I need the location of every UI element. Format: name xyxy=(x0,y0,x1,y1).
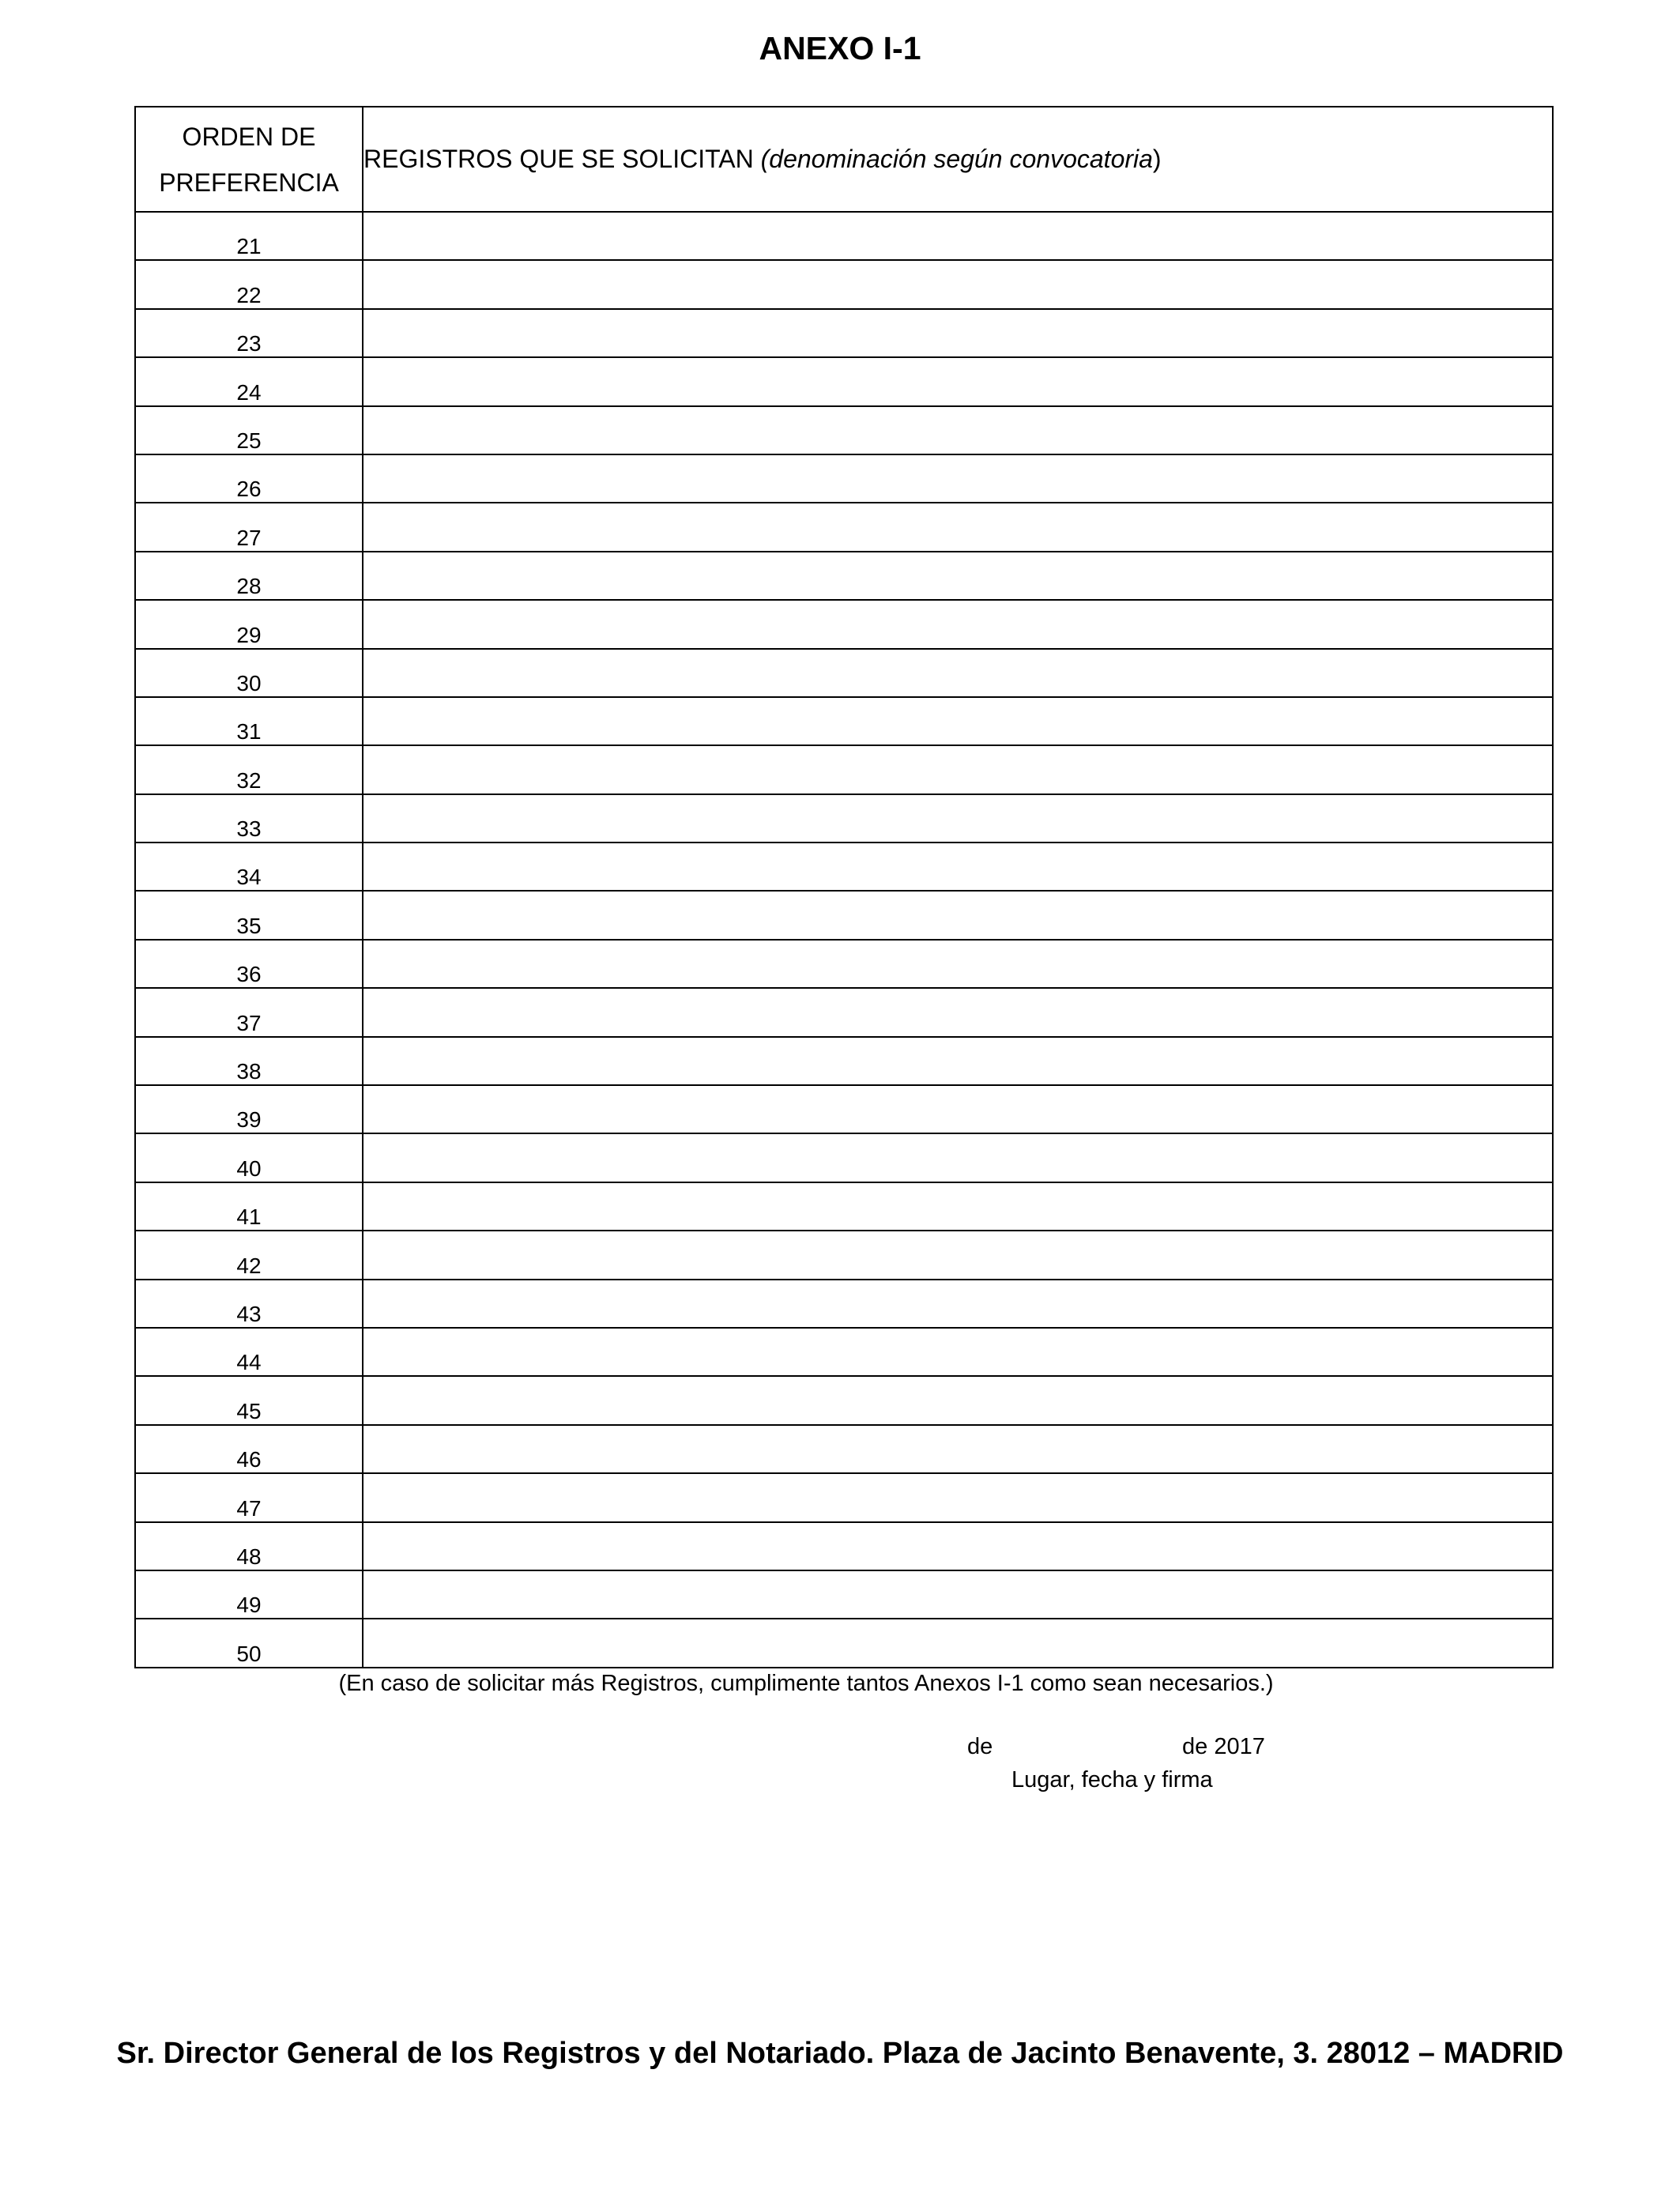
row-order-number: 38 xyxy=(135,1037,363,1085)
table-row xyxy=(135,1619,1553,1667)
table-row xyxy=(135,454,1553,503)
header-orden-line2: PREFERENCIA xyxy=(159,168,339,197)
table-row xyxy=(135,1037,1553,1085)
table-body xyxy=(135,212,1553,1668)
row-order-number: 50 xyxy=(135,1619,363,1667)
table-row xyxy=(135,843,1553,891)
row-registro-field[interactable] xyxy=(363,1376,1553,1424)
row-order-number: 30 xyxy=(135,649,363,697)
row-registro-field[interactable] xyxy=(363,649,1553,697)
row-registro-field[interactable] xyxy=(363,406,1553,454)
table-row xyxy=(135,503,1553,551)
row-order-number: 29 xyxy=(135,600,363,648)
table-row xyxy=(135,1473,1553,1521)
table-row xyxy=(135,1280,1553,1328)
row-registro-field[interactable] xyxy=(363,503,1553,551)
table-header-row xyxy=(135,107,1553,212)
header-orden-line1: ORDEN DE xyxy=(182,122,316,151)
header-orden-preferencia xyxy=(135,107,363,212)
row-registro-field[interactable] xyxy=(363,1280,1553,1328)
table-row xyxy=(135,552,1553,600)
row-order-number: 27 xyxy=(135,503,363,551)
table-row xyxy=(135,1231,1553,1279)
table-row xyxy=(135,940,1553,988)
table-row xyxy=(135,649,1553,697)
row-order-number: 45 xyxy=(135,1376,363,1424)
header-registros xyxy=(363,107,1553,212)
row-order-number: 37 xyxy=(135,988,363,1036)
row-registro-field[interactable] xyxy=(363,1570,1553,1619)
row-order-number: 35 xyxy=(135,891,363,939)
row-registro-field[interactable] xyxy=(363,1037,1553,1085)
row-registro-field[interactable] xyxy=(363,1231,1553,1279)
row-order-number: 46 xyxy=(135,1425,363,1473)
row-registro-field[interactable] xyxy=(363,891,1553,939)
table-row xyxy=(135,600,1553,648)
row-order-number: 31 xyxy=(135,697,363,745)
row-order-number: 33 xyxy=(135,794,363,843)
table-row xyxy=(135,406,1553,454)
row-order-number: 36 xyxy=(135,940,363,988)
table-row xyxy=(135,794,1553,843)
table-row xyxy=(135,1085,1553,1133)
row-registro-field[interactable] xyxy=(363,843,1553,891)
row-order-number: 32 xyxy=(135,745,363,794)
table-row xyxy=(135,1376,1553,1424)
row-registro-field[interactable] xyxy=(363,697,1553,745)
row-order-number: 39 xyxy=(135,1085,363,1133)
signature-label: Lugar, fecha y firma xyxy=(1011,1767,1213,1793)
row-order-number: 21 xyxy=(135,212,363,260)
table-row xyxy=(135,260,1553,308)
table-row xyxy=(135,309,1553,357)
row-order-number: 26 xyxy=(135,454,363,503)
row-registro-field[interactable] xyxy=(363,357,1553,405)
row-registro-field[interactable] xyxy=(363,260,1553,308)
row-registro-field[interactable] xyxy=(363,745,1553,794)
row-order-number: 24 xyxy=(135,357,363,405)
row-order-number: 22 xyxy=(135,260,363,308)
table-row xyxy=(135,988,1553,1036)
footer-address: Sr. Director General de los Registros y del Notariado. Plaza de Jacinto Benavente, 3. 28012 – MADRID xyxy=(116,2037,1564,2070)
note-text: (En caso de solicitar más Registros, cumplimente tantos Anexos I-1 como sean necesarios.) xyxy=(338,1671,1274,1696)
row-order-number: 47 xyxy=(135,1473,363,1521)
row-registro-field[interactable] xyxy=(363,600,1553,648)
row-registro-field[interactable] xyxy=(363,1522,1553,1570)
row-order-number: 44 xyxy=(135,1328,363,1376)
row-registro-field[interactable] xyxy=(363,212,1553,260)
row-registro-field[interactable] xyxy=(363,988,1553,1036)
date-de-label: de xyxy=(967,1734,993,1759)
row-order-number: 28 xyxy=(135,552,363,600)
table-row xyxy=(135,891,1553,939)
header-registros-text: REGISTROS QUE SE SOLICITAN xyxy=(363,145,754,173)
row-registro-field[interactable] xyxy=(363,454,1553,503)
row-registro-field[interactable] xyxy=(363,309,1553,357)
table-row xyxy=(135,1133,1553,1182)
row-order-number: 43 xyxy=(135,1280,363,1328)
row-order-number: 34 xyxy=(135,843,363,891)
row-registro-field[interactable] xyxy=(363,1619,1553,1667)
row-order-number: 41 xyxy=(135,1182,363,1231)
row-registro-field[interactable] xyxy=(363,1473,1553,1521)
table-row xyxy=(135,697,1553,745)
row-order-number: 48 xyxy=(135,1522,363,1570)
table-row xyxy=(135,1328,1553,1376)
row-registro-field[interactable] xyxy=(363,552,1553,600)
row-registro-field[interactable] xyxy=(363,1328,1553,1376)
row-registro-field[interactable] xyxy=(363,1425,1553,1473)
table-row xyxy=(135,1522,1553,1570)
row-registro-field[interactable] xyxy=(363,940,1553,988)
header-registros-italic: (denominación según convocatoria xyxy=(760,145,1153,173)
date-year-label: de 2017 xyxy=(1182,1734,1265,1759)
row-order-number: 49 xyxy=(135,1570,363,1619)
row-order-number: 23 xyxy=(135,309,363,357)
table-row xyxy=(135,745,1553,794)
date-line xyxy=(0,1731,1680,1762)
table-row xyxy=(135,212,1553,260)
row-registro-field[interactable] xyxy=(363,1085,1553,1133)
table-row xyxy=(135,1182,1553,1231)
row-order-number: 25 xyxy=(135,406,363,454)
table-row xyxy=(135,357,1553,405)
document-title: ANEXO I-1 xyxy=(759,30,921,66)
row-order-number: 40 xyxy=(135,1133,363,1182)
row-registro-field[interactable] xyxy=(363,1133,1553,1182)
registros-table xyxy=(134,106,1554,1668)
table-row xyxy=(135,1425,1553,1473)
row-registro-field[interactable] xyxy=(363,794,1553,843)
header-registros-close: ) xyxy=(1152,145,1162,173)
row-order-number: 42 xyxy=(135,1231,363,1279)
row-registro-field[interactable] xyxy=(363,1182,1553,1231)
table-row xyxy=(135,1570,1553,1619)
